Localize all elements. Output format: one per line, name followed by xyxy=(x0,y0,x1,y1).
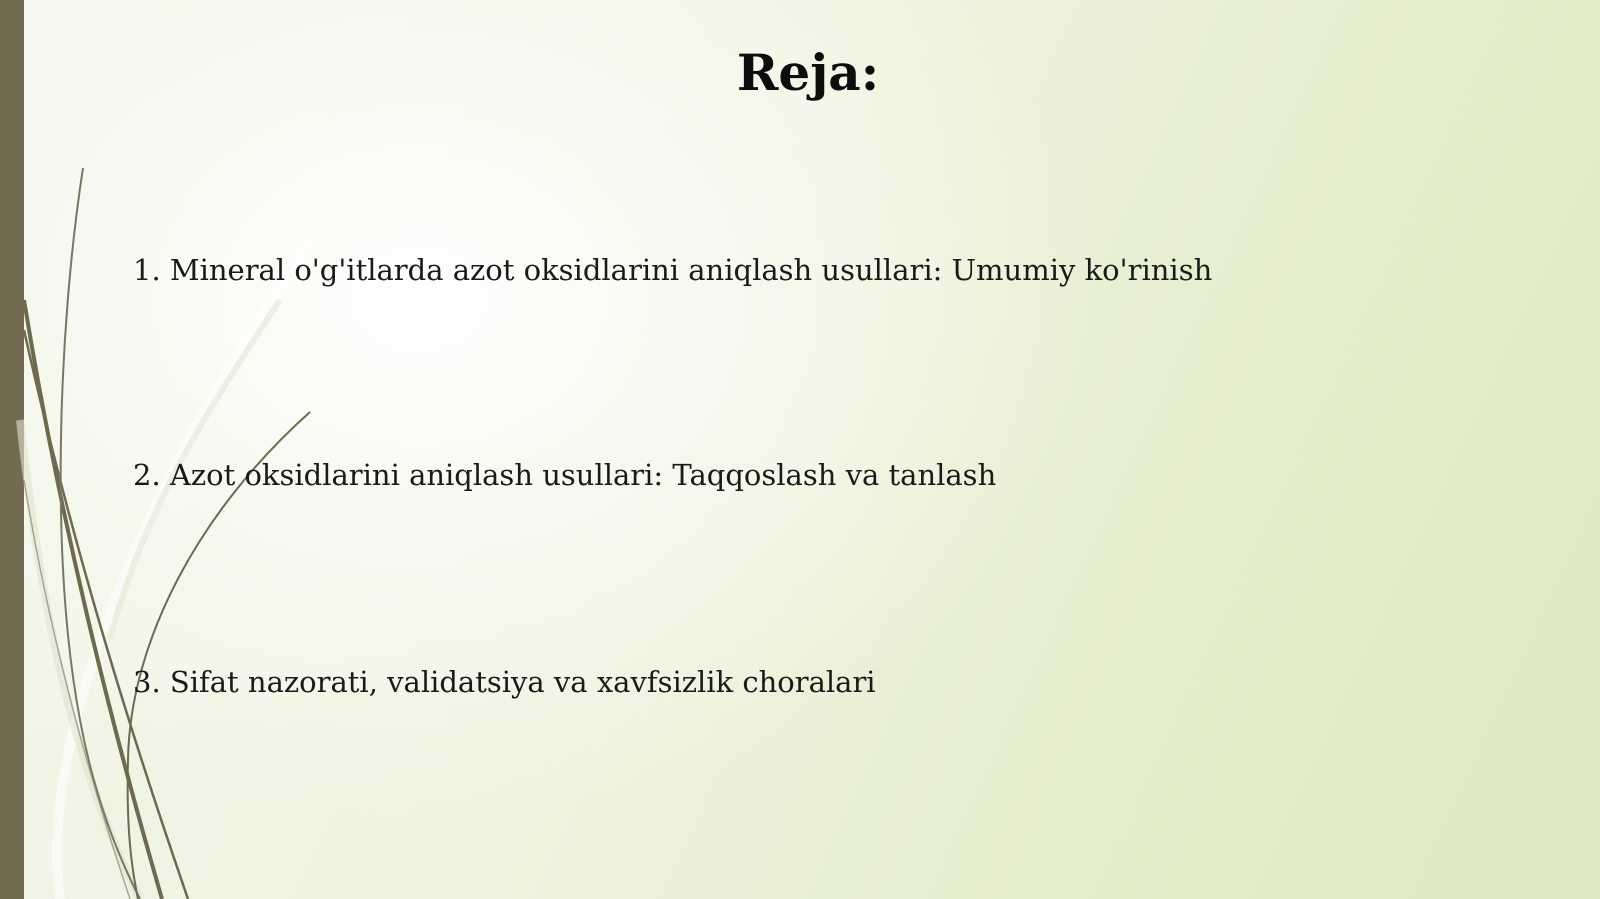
plan-item-3: 3. Sifat nazorati, validatsiya va xavfsizlik choralari xyxy=(133,665,876,699)
plan-item-1: 1. Mineral o'g'itlarda azot oksidlarini aniqlash usullari: Umumiy ko'rinish xyxy=(133,253,1213,287)
slide-title: Reja: xyxy=(736,43,880,102)
plan-item-2: 2. Azot oksidlarini aniqlash usullari: Taqqoslash va tanlash xyxy=(133,458,997,492)
left-accent-bar xyxy=(0,0,24,899)
